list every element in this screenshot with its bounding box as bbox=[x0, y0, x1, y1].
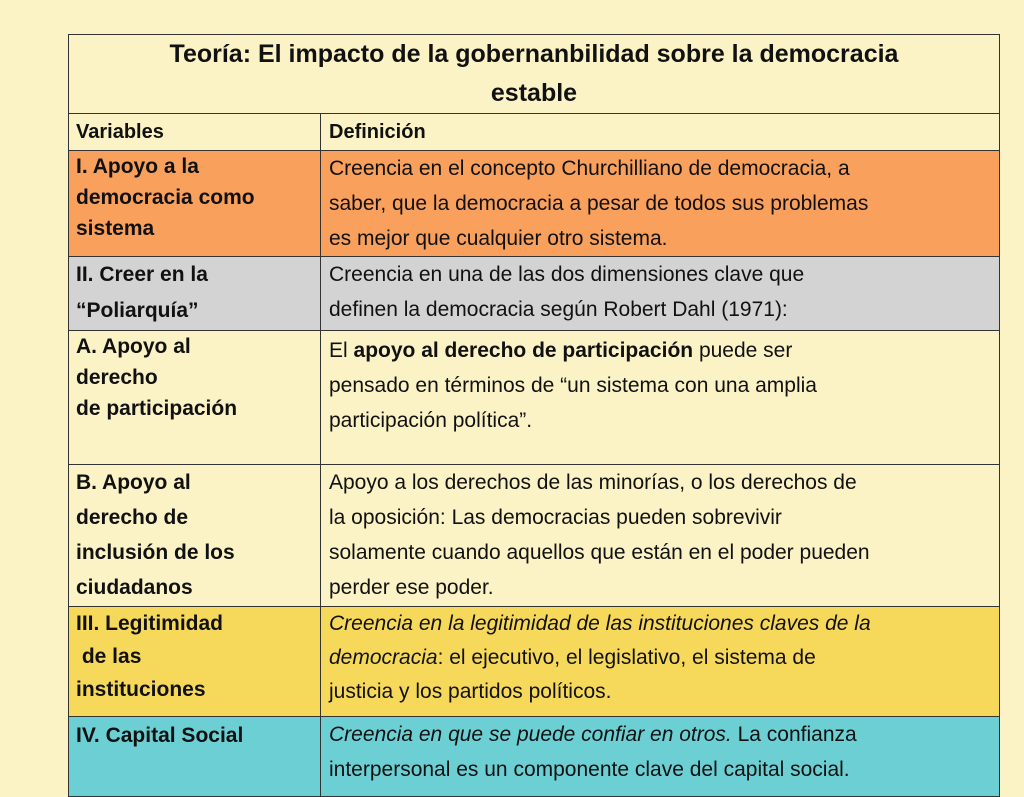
row5-def-line: justicia y los partidos políticos. bbox=[329, 680, 612, 703]
row1-var-line: I. Apoyo a la bbox=[76, 155, 199, 178]
row4-var-line: B. Apoyo al bbox=[76, 471, 191, 494]
table-row bbox=[69, 257, 1000, 331]
row1-def-line: Creencia en el concepto Churchilliano de democracia, a bbox=[329, 157, 850, 180]
row3-definition bbox=[321, 331, 1000, 465]
row4-def-line: la oposición: Las democracias pueden sobrevivir bbox=[329, 506, 782, 529]
row3-def-line: pensado en términos de “un sistema con una amplia bbox=[329, 374, 817, 397]
header-definicion: Definición bbox=[321, 114, 1000, 151]
row5-definition bbox=[321, 607, 1000, 717]
row6-var-line: IV. Capital Social bbox=[76, 724, 244, 747]
row3-def-line bbox=[329, 333, 993, 368]
row1-variable bbox=[69, 151, 321, 257]
theory-table bbox=[68, 34, 1000, 797]
title-line-2: estable bbox=[490, 79, 578, 107]
table-row bbox=[69, 465, 1000, 607]
row6-variable bbox=[69, 717, 321, 797]
row3-def-prefix: El bbox=[329, 339, 354, 362]
row4-var-line: inclusión de los bbox=[76, 541, 235, 564]
row1-var-line: democracia como bbox=[76, 186, 255, 209]
row5-def-line-italic: Creencia en la legitimidad de las instituciones claves de la bbox=[329, 612, 871, 635]
row5-def-rest: : el ejecutivo, el legislativo, el sistema de bbox=[437, 646, 816, 669]
row6-definition bbox=[321, 717, 1000, 797]
row3-def-bold: apoyo al derecho de participación bbox=[353, 339, 694, 362]
row5-variable bbox=[69, 607, 321, 717]
row5-var-line: instituciones bbox=[76, 678, 206, 701]
row3-def-suffix: puede ser bbox=[693, 339, 793, 362]
table-row bbox=[69, 717, 1000, 797]
row5-var-line: III. Legitimidad bbox=[76, 612, 224, 635]
row6-def-line: interpersonal es un componente clave del capital social. bbox=[329, 758, 850, 781]
header-variables: Variables bbox=[69, 114, 321, 151]
table-title bbox=[69, 35, 1000, 114]
table-row bbox=[69, 607, 1000, 717]
row5-var-line: de las bbox=[76, 645, 142, 668]
row4-def-line: solamente cuando aquellos que están en el poder pueden bbox=[329, 541, 870, 564]
row4-def-line: perder ese poder. bbox=[329, 576, 494, 599]
row4-def-line: Apoyo a los derechos de las minorías, o los derechos de bbox=[329, 471, 857, 494]
row2-variable bbox=[69, 257, 321, 331]
row4-var-line: ciudadanos bbox=[76, 576, 193, 599]
row4-variable bbox=[69, 465, 321, 607]
row3-var-line: A. Apoyo al bbox=[76, 335, 191, 358]
row3-variable bbox=[69, 331, 321, 465]
row1-var-line: sistema bbox=[76, 217, 155, 240]
table-row bbox=[69, 151, 1000, 257]
title-line-1: Teoría: El impacto de la gobernanbilidad sobre la democracia bbox=[169, 40, 899, 68]
row1-def-line: saber, que la democracia a pesar de todos sus problemas bbox=[329, 192, 869, 215]
row5-def-italic: democracia bbox=[329, 646, 438, 669]
row2-def-line: Creencia en una de las dos dimensiones clave que bbox=[329, 263, 805, 286]
row5-def-line bbox=[329, 641, 993, 675]
row2-var-line: II. Creer en la bbox=[76, 263, 208, 286]
row6-def-line bbox=[329, 717, 993, 752]
row3-var-line: de participación bbox=[76, 397, 238, 420]
row1-def-line: es mejor que cualquier otro sistema. bbox=[329, 227, 668, 250]
row3-var-line: derecho bbox=[76, 366, 158, 389]
table-row bbox=[69, 331, 1000, 465]
row1-definition bbox=[321, 151, 1000, 257]
row4-var-line: derecho de bbox=[76, 506, 189, 529]
row3-def-line: participación política”. bbox=[329, 409, 533, 432]
row6-def-rest: La confianza bbox=[731, 723, 857, 746]
row2-def-line: definen la democracia según Robert Dahl (1971): bbox=[329, 298, 788, 321]
row2-definition bbox=[321, 257, 1000, 331]
row4-definition bbox=[321, 465, 1000, 607]
row2-var-line: “Poliarquía” bbox=[76, 299, 199, 322]
row6-def-italic: Creencia en que se puede confiar en otros. bbox=[329, 723, 732, 746]
